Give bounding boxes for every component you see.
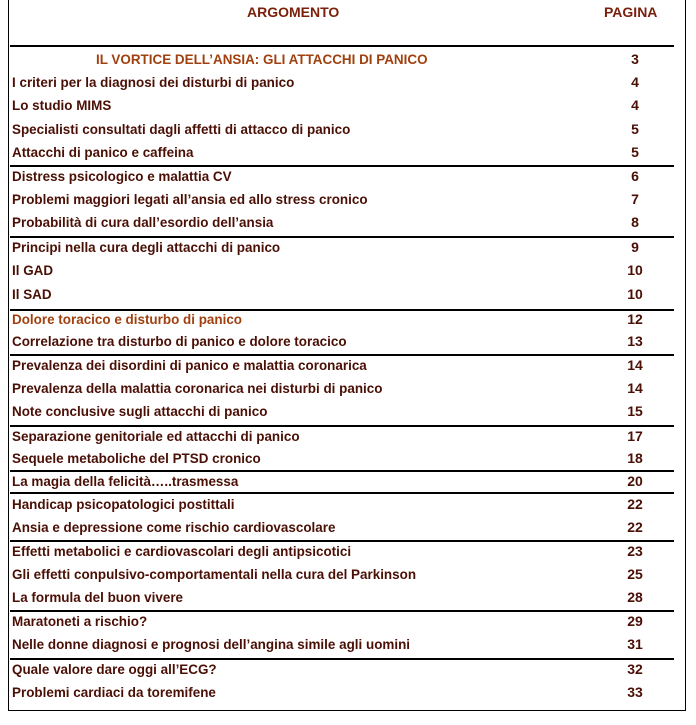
toc-row <box>12 519 674 541</box>
toc-row-page: 7 <box>631 191 639 207</box>
toc-row-page: 6 <box>631 168 639 184</box>
toc-row-title: Quale valore dare oggi all’ECG? <box>12 661 217 677</box>
header-rule <box>10 45 674 47</box>
toc-row-page: 3 <box>631 51 639 67</box>
toc-row-page: 12 <box>627 311 643 327</box>
toc-row-title: Probabilità di cura dall’esordio dell’ansia <box>12 214 274 230</box>
toc-row <box>12 262 674 284</box>
toc-row <box>12 74 674 96</box>
row-divider <box>10 658 674 660</box>
toc-row-page: 5 <box>631 121 639 137</box>
toc-row <box>12 403 674 425</box>
toc-row-page: 18 <box>627 450 643 466</box>
toc-row <box>12 589 674 611</box>
toc-row-title: Il GAD <box>12 262 54 278</box>
toc-row-title: Prevalenza dei disordini di panico e malattia coronarica <box>12 357 367 373</box>
toc-row <box>12 543 674 565</box>
toc-row <box>12 168 674 190</box>
toc-row-title: I criteri per la diagnosi dei disturbi di panico <box>12 74 295 90</box>
toc-row <box>12 121 674 143</box>
toc-row <box>12 333 674 355</box>
toc-row-page: 17 <box>627 428 643 444</box>
toc-row-title: Attacchi di panico e caffeina <box>12 144 194 160</box>
toc-row <box>12 684 674 706</box>
toc-row <box>12 496 674 518</box>
toc-row-title: Note conclusive sugli attacchi di panico <box>12 403 268 419</box>
toc-row <box>12 636 674 658</box>
toc-row-title: Lo studio MIMS <box>12 97 112 113</box>
toc-row-title: Ansia e depressione come rischio cardiovascolare <box>12 519 336 535</box>
toc-row-title: Sequele metaboliche del PTSD cronico <box>12 450 261 466</box>
toc-row-page: 14 <box>627 357 643 373</box>
toc-row <box>12 450 674 472</box>
header-pagina: PAGINA <box>604 4 658 20</box>
toc-row-title: Nelle donne diagnosi e prognosi dell’angina simile agli uomini <box>12 636 411 652</box>
toc-row-title: Effetti metabolici e cardiovascolari degli antipsicotici <box>12 543 352 559</box>
toc-row <box>12 191 674 213</box>
toc-row-title: Distress psicologico e malattia CV <box>12 168 232 184</box>
toc-row-page: 20 <box>627 473 643 489</box>
toc-row-title: Gli effetti conpulsivo-comportamentali nella cura del Parkinson <box>12 566 417 582</box>
toc-row-title: Specialisti consultati dagli affetti di attacco di panico <box>12 121 351 137</box>
toc-row-page: 14 <box>627 380 643 396</box>
row-divider <box>10 425 674 427</box>
toc-row-title: Prevalenza della malattia coronarica nei disturbi di panico <box>12 380 383 396</box>
toc-row-page: 29 <box>627 613 643 629</box>
toc-row-page: 10 <box>627 286 643 302</box>
toc-row-title: Problemi cardiaci da toremifene <box>12 684 216 700</box>
toc-row-page: 23 <box>627 543 643 559</box>
toc-row-section-heading <box>12 51 674 73</box>
toc-row-page: 10 <box>627 262 643 278</box>
toc-row-page: 33 <box>627 684 643 700</box>
toc-row-page: 15 <box>627 403 643 419</box>
toc-row <box>12 286 674 308</box>
toc-row <box>12 473 674 495</box>
toc-row <box>12 97 674 119</box>
toc-row-page: 4 <box>631 97 639 113</box>
toc-row-title: Maratoneti a rischio? <box>12 613 148 629</box>
toc-row <box>12 311 674 333</box>
toc-row-page: 31 <box>627 636 643 652</box>
header-argomento: ARGOMENTO <box>247 4 340 20</box>
toc-row <box>12 357 674 379</box>
toc-row-title: Problemi maggiori legati all’ansia ed allo stress cronico <box>12 191 368 207</box>
toc-row <box>12 214 674 236</box>
toc-row-page: 28 <box>627 589 643 605</box>
toc-row-title: Correlazione tra disturbo di panico e dolore toracico <box>12 333 347 349</box>
toc-row <box>12 144 674 166</box>
toc-row-title: La formula del buon vivere <box>12 589 184 605</box>
toc-row-title: Separazione genitoriale ed attacchi di panico <box>12 428 300 444</box>
toc-row <box>12 566 674 588</box>
toc-row-title: IL VORTICE DELL’ANSIA: GLI ATTACCHI DI PANICO <box>96 51 428 67</box>
toc-row <box>12 428 674 450</box>
toc-row <box>12 613 674 635</box>
toc-row-page: 8 <box>631 214 639 230</box>
toc-row-page: 13 <box>627 333 643 349</box>
toc-row <box>12 380 674 402</box>
toc-row-title: Handicap psicopatologici postittali <box>12 496 235 512</box>
row-divider <box>10 236 674 238</box>
toc-row-page: 25 <box>627 566 643 582</box>
toc-row-page: 22 <box>627 496 643 512</box>
toc-row-page: 9 <box>631 239 639 255</box>
toc-row-page: 32 <box>627 661 643 677</box>
toc-row-title: La magia della felicità…..trasmessa <box>12 473 239 489</box>
toc-row-title: Dolore toracico e disturbo di panico <box>12 311 243 327</box>
toc-row-page: 22 <box>627 519 643 535</box>
toc-row <box>12 661 674 683</box>
toc-row-page: 4 <box>631 74 639 90</box>
toc-row-title: Principi nella cura degli attacchi di panico <box>12 239 281 255</box>
toc-row-title: Il SAD <box>12 286 52 302</box>
toc-row <box>12 239 674 261</box>
toc-row-page: 5 <box>631 144 639 160</box>
